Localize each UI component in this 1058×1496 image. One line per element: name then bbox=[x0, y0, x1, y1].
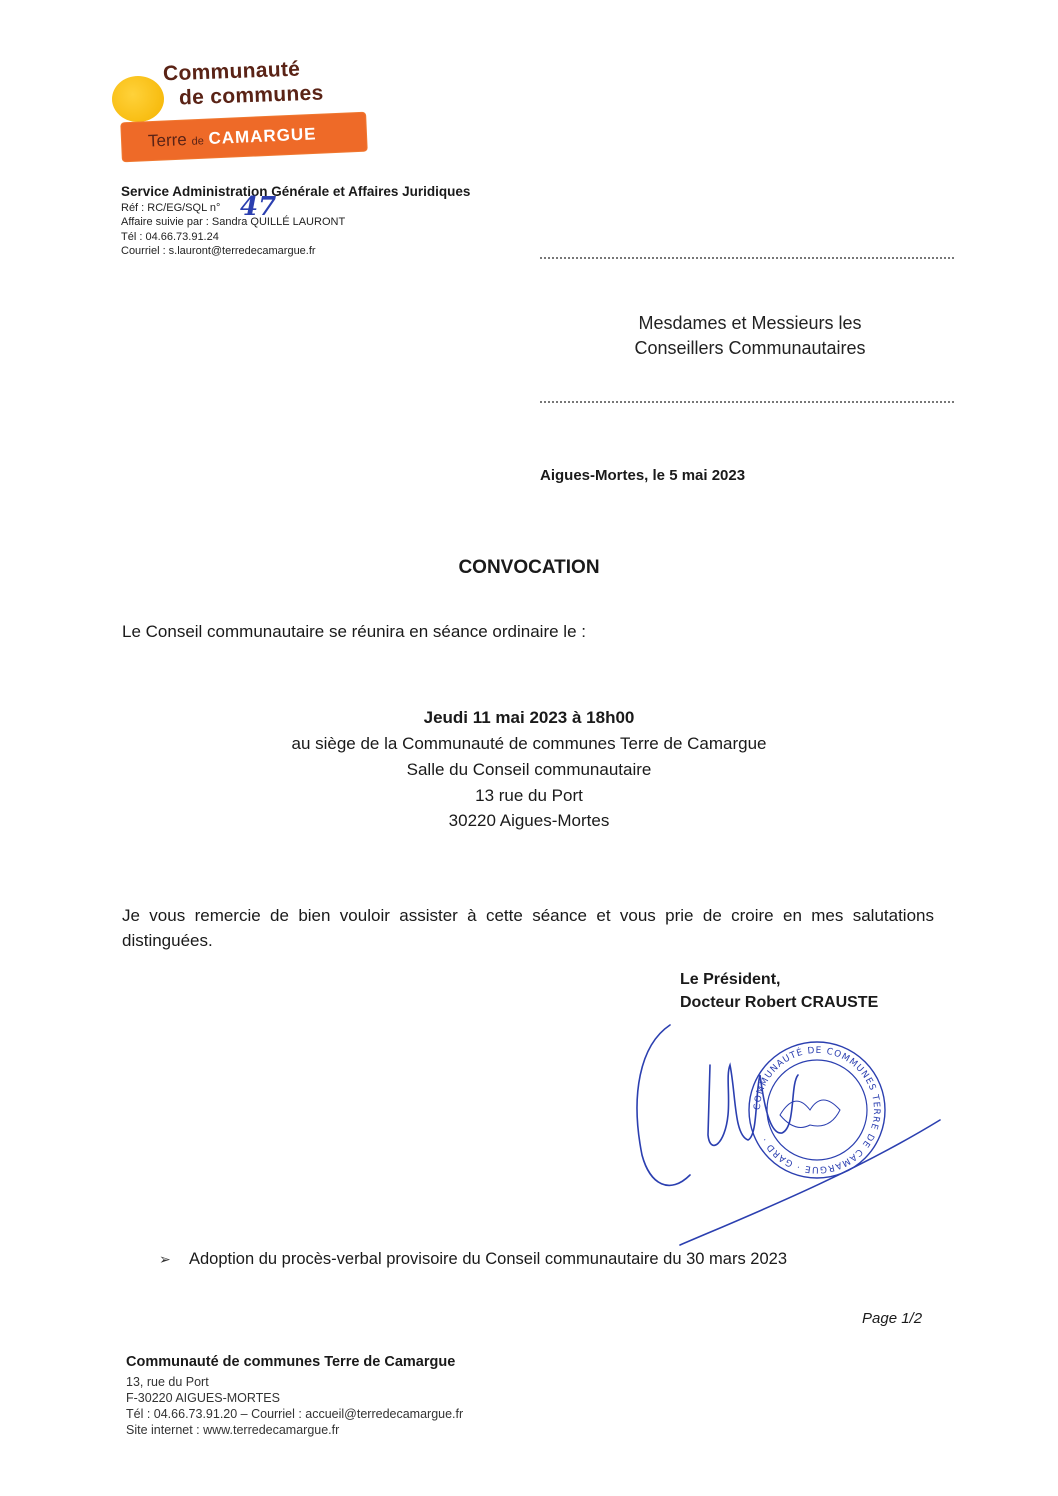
svg-text:COMMUNAUTÉ DE COMMUNES TERRE D bbox=[753, 1046, 881, 1174]
document-title: CONVOCATION bbox=[458, 557, 600, 578]
signature-and-stamp bbox=[630, 1005, 950, 1255]
closing-paragraph: Je vous remercie de bien vouloir assister à cette séance et vous prie de croire en mes salutations distinguées. bbox=[122, 906, 934, 950]
page-number: Page 1/2 bbox=[862, 1310, 923, 1327]
header-email: Courriel : s.lauront@terredecamargue.fr bbox=[121, 245, 316, 257]
logo-terre: Terre bbox=[147, 129, 188, 151]
signatory-name: Docteur Robert CRAUSTE bbox=[680, 994, 879, 1011]
intro-paragraph: Le Conseil communautaire se réunira en séance ordinaire le : bbox=[122, 622, 586, 641]
recipient-block bbox=[600, 311, 900, 361]
recipient-line1: Mesdames et Messieurs les bbox=[638, 313, 862, 333]
meeting-street: 13 rue du Port bbox=[475, 786, 583, 805]
stamp-text: COMMUNAUTÉ DE COMMUNES TERRE DE CAMARGUE · GARD · bbox=[752, 1045, 882, 1175]
footer-contact: Tél : 04.66.73.91.20 – Courriel : accueil@terredecamargue.fr bbox=[126, 1407, 464, 1421]
footer-city: F-30220 AIGUES-MORTES bbox=[126, 1391, 280, 1405]
logo-camargue: CAMARGUE bbox=[208, 124, 317, 149]
reference: Réf : RC/EG/SQL n° bbox=[121, 202, 221, 214]
logo-de: de bbox=[191, 135, 205, 148]
signature-underline bbox=[680, 1120, 940, 1245]
signature-loop bbox=[637, 1025, 690, 1185]
stamp-inner-circle bbox=[767, 1060, 867, 1160]
handwritten-ref-number: 47 bbox=[240, 192, 277, 222]
service-title: Service Administration Générale et Affaires Juridiques bbox=[121, 184, 471, 199]
meeting-datetime: Jeudi 11 mai 2023 à 18h00 bbox=[423, 708, 635, 727]
header-phone: Tél : 04.66.73.91.24 bbox=[121, 231, 219, 243]
stamp-outer-circle bbox=[749, 1042, 885, 1178]
logo-line2: de communes bbox=[178, 81, 324, 110]
dotted-divider-top bbox=[540, 257, 954, 259]
meeting-city: 30220 Aigues-Mortes bbox=[448, 811, 610, 830]
signatory-role: Le Président, bbox=[680, 971, 781, 988]
recipient-line2: Conseillers Communautaires bbox=[634, 338, 866, 358]
meeting-room: Salle du Conseil communautaire bbox=[406, 760, 652, 779]
footer-website: Site internet : www.terredecamargue.fr bbox=[126, 1423, 340, 1437]
agenda-item: Adoption du procès-verbal provisoire du Conseil communautaire du 30 mars 2023 bbox=[189, 1250, 787, 1268]
logo-sun-icon bbox=[112, 76, 164, 122]
affaire-suivie: Affaire suivie par : Sandra QUILLÉ LAURONT bbox=[121, 216, 346, 228]
logo-line1: Communauté bbox=[162, 57, 301, 86]
meeting-place: au siège de la Communauté de communes Terre de Camargue bbox=[291, 734, 767, 753]
signature-stroke bbox=[708, 1065, 798, 1145]
footer-street: 13, rue du Port bbox=[126, 1375, 209, 1389]
bullet-arrow-icon: ➢ bbox=[159, 1251, 171, 1267]
footer-org: Communauté de communes Terre de Camargue bbox=[126, 1354, 456, 1370]
dotted-divider-bottom bbox=[540, 401, 954, 403]
date-line: Aigues-Mortes, le 5 mai 2023 bbox=[540, 467, 746, 484]
